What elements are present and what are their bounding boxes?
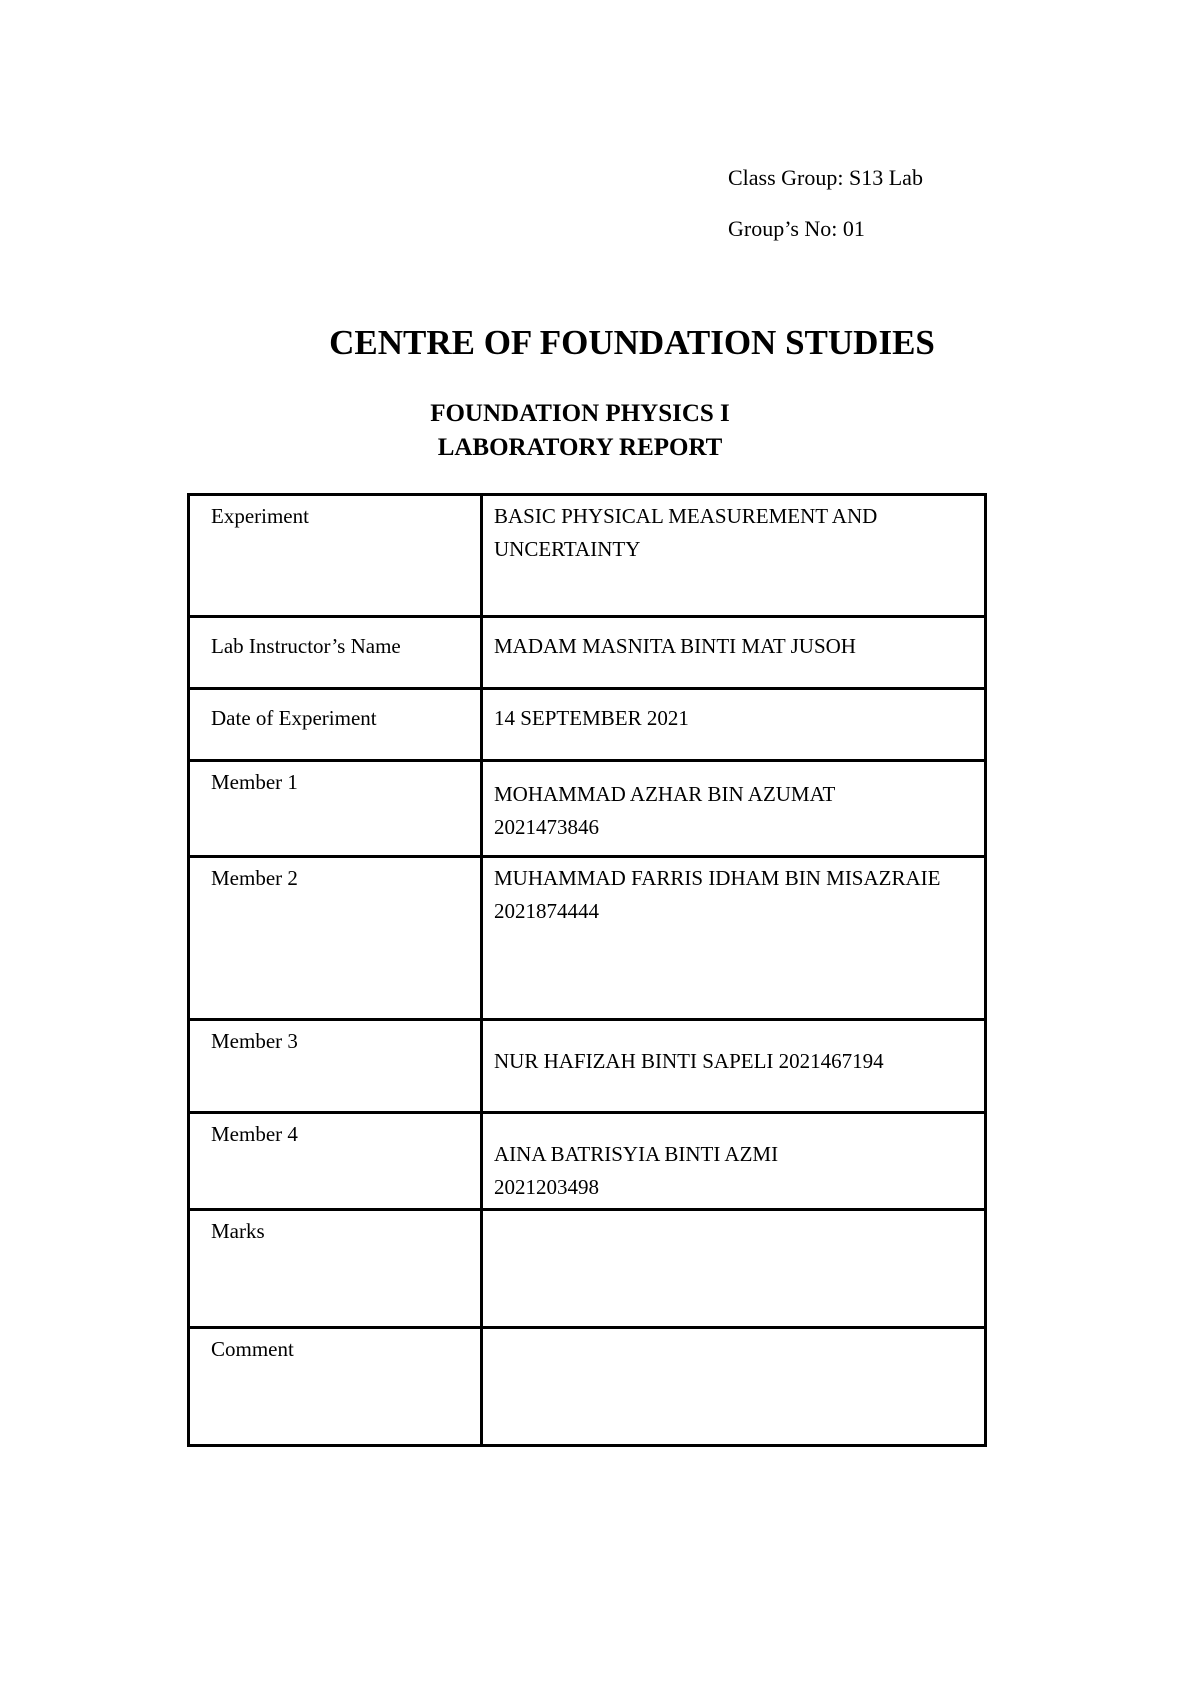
table-row-member-2 xyxy=(189,857,986,1020)
page-title: CENTRE OF FOUNDATION STUDIES xyxy=(329,323,935,362)
member-2-id: 2021874444 xyxy=(494,899,599,923)
member-3-label: Member 3 xyxy=(189,1020,482,1113)
member-1-label: Member 1 xyxy=(189,761,482,857)
subtitle-report: LABORATORY REPORT xyxy=(437,434,723,461)
comment-value xyxy=(482,1328,986,1446)
marks-value xyxy=(482,1210,986,1328)
member-2-name: MUHAMMAD FARRIS IDHAM BIN MISAZRAIE xyxy=(494,866,941,890)
comment-label: Comment xyxy=(189,1328,482,1446)
member-4-id: 2021203498 xyxy=(494,1175,599,1199)
instructor-label: Lab Instructor’s Name xyxy=(189,617,482,689)
member-1-value xyxy=(482,761,986,857)
group-number-text: Group’s No: 01 xyxy=(728,216,865,241)
member-1-name: MOHAMMAD AZHAR BIN AZUMAT xyxy=(494,782,836,806)
table-row-marks xyxy=(189,1210,986,1328)
experiment-label: Experiment xyxy=(189,495,482,617)
class-group-text: Class Group: S13 Lab xyxy=(728,165,923,190)
member-4-label: Member 4 xyxy=(189,1113,482,1210)
date-label: Date of Experiment xyxy=(189,689,482,761)
table-row-member-4 xyxy=(189,1113,986,1210)
marks-label: Marks xyxy=(189,1210,482,1328)
table-row-date xyxy=(189,689,986,761)
table-row-instructor xyxy=(189,617,986,689)
member-3-name-id: NUR HAFIZAH BINTI SAPELI 2021467194 xyxy=(494,1049,884,1073)
member-4-value xyxy=(482,1113,986,1210)
table-row-comment xyxy=(189,1328,986,1446)
member-4-name: AINA BATRISYIA BINTI AZMI xyxy=(494,1142,779,1166)
subtitle-course: FOUNDATION PHYSICS I xyxy=(430,400,730,427)
member-2-value xyxy=(482,857,986,1020)
table-row-member-3 xyxy=(189,1020,986,1113)
member-2-label: Member 2 xyxy=(189,857,482,1020)
member-1-id: 2021473846 xyxy=(494,815,599,839)
report-details-table xyxy=(187,493,987,1447)
table-row-experiment xyxy=(189,495,986,617)
instructor-value: MADAM MASNITA BINTI MAT JUSOH xyxy=(482,617,986,689)
table-row-member-1 xyxy=(189,761,986,857)
date-value: 14 SEPTEMBER 2021 xyxy=(482,689,986,761)
experiment-value: BASIC PHYSICAL MEASUREMENT AND UNCERTAINTY xyxy=(482,495,986,617)
member-3-value xyxy=(482,1020,986,1113)
